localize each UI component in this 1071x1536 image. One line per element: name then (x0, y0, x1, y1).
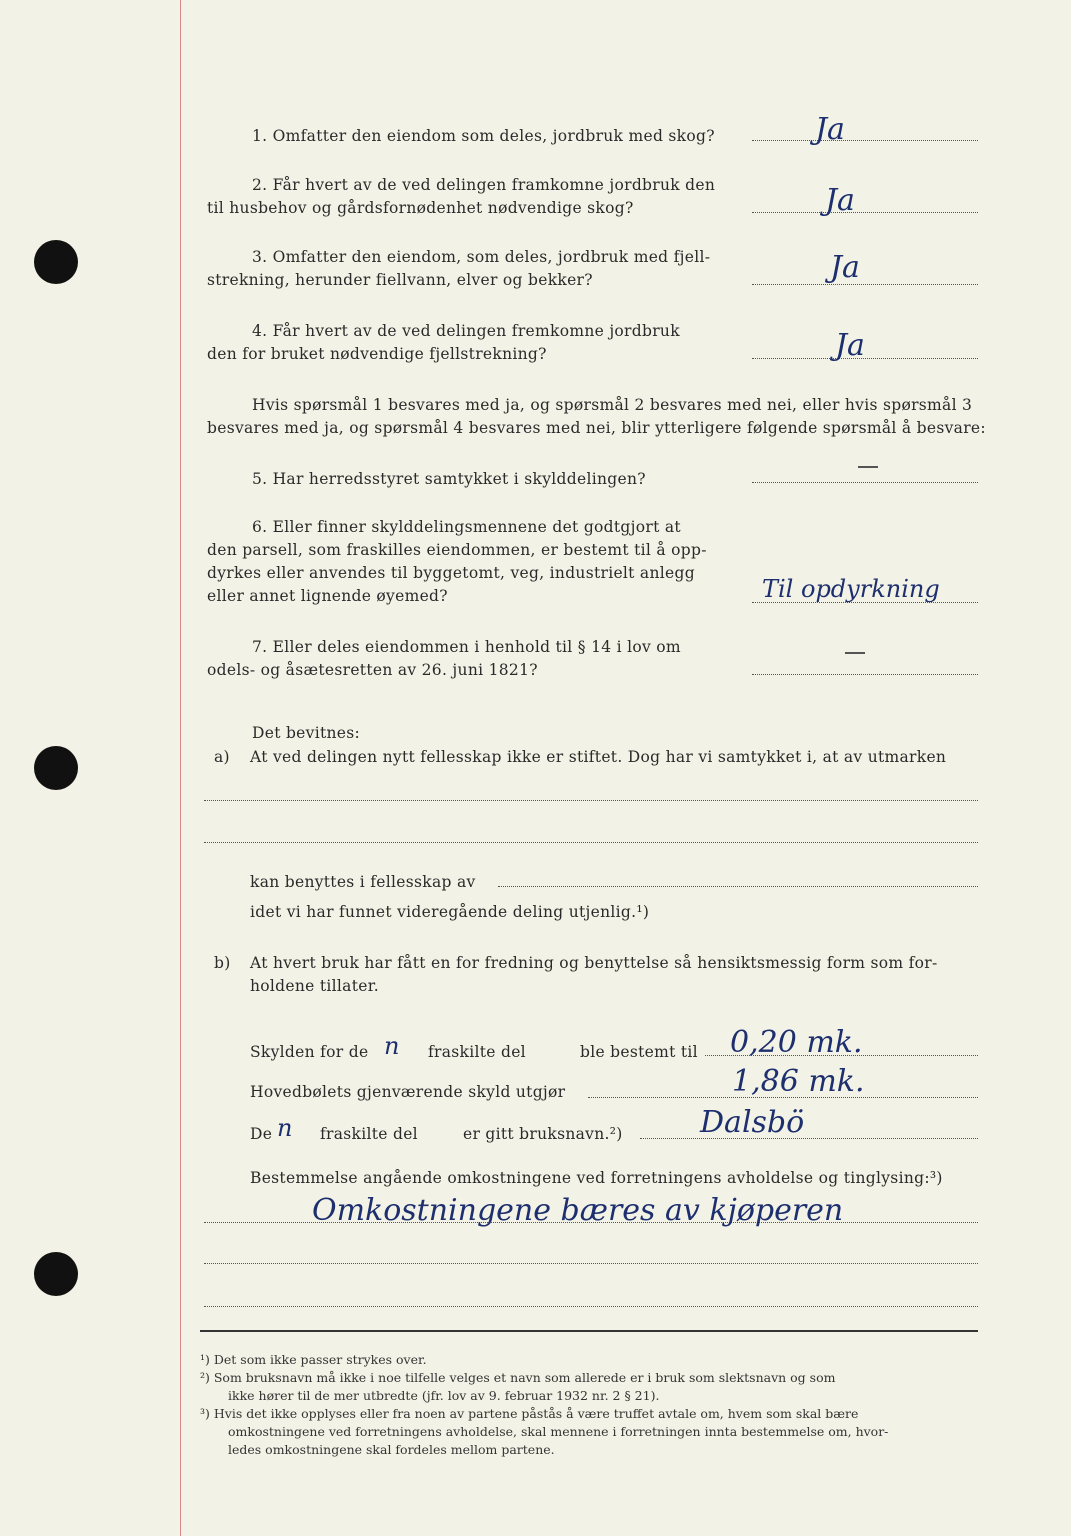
answer-7-dash (845, 652, 865, 654)
answer-line-3 (752, 284, 978, 285)
footnote-3-line3: ledes omkostningene skal fordeles mellom partene. (228, 1442, 555, 1457)
name-line (640, 1138, 978, 1139)
question-1: 1. Omfatter den eiendom som deles, jordbruk med skog? (252, 127, 715, 145)
name-suffix: er gitt bruksnavn.²) (463, 1125, 623, 1143)
name-prefix: De (250, 1125, 273, 1143)
witness-a-label: a) (214, 748, 230, 766)
answer-line-5 (752, 482, 978, 483)
name-insert: n (277, 1114, 293, 1142)
skyld-mid: fraskilte del (428, 1043, 526, 1061)
blank-line (204, 800, 978, 801)
answer-line-4 (752, 358, 978, 359)
question-3-line2: strekning, herunder fiellvann, elver og bekker? (207, 271, 593, 289)
condition-line2: besvares med ja, og spørsmål 4 besvares med nei, blir ytterligere følgende spørsmål å besvare: (207, 419, 986, 437)
skyld-suffix: ble bestemt til (580, 1043, 698, 1061)
witness-b-line2: holdene tillater. (250, 977, 379, 995)
shared-use-label: kan benyttes i fellesskap av (250, 873, 476, 891)
witness-b-label: b) (214, 954, 231, 972)
skyld-prefix: Skylden for de (250, 1043, 369, 1061)
condition-line1: Hvis spørsmål 1 besvares med ja, og spørsmål 2 besvares med nei, eller hvis spørsmål 3 (252, 396, 973, 414)
footnote-1: ¹) Det som ikke passer strykes over. (200, 1352, 427, 1367)
footnote-2-line2: ikke hører til de mer utbredte (jfr. lov av 9. februar 1932 nr. 2 § 21). (228, 1388, 660, 1403)
margin-line (180, 0, 181, 1536)
footnote-3-line1: ³) Hvis det ikke opplyses eller fra noen av partene påstås å være truffet avtale om, hvem som skal bære (200, 1406, 859, 1421)
question-5: 5. Har herredsstyret samtykket i skylddelingen? (252, 470, 646, 488)
witness-heading: Det bevitnes: (252, 724, 361, 742)
shared-use-line (498, 886, 978, 887)
skyld-value: 0,20 mk. (730, 1025, 863, 1060)
skyld-insert: n (384, 1032, 400, 1060)
answer-3: Ja (830, 250, 860, 285)
answer-1: Ja (815, 112, 845, 147)
answer-line-1 (752, 140, 978, 141)
answer-5-dash (858, 466, 878, 468)
answer-6: Til opdyrkning (762, 575, 940, 603)
blank-line (204, 1263, 978, 1264)
blank-line (204, 842, 978, 843)
question-4-line2: den for bruket nødvendige fjellstrekning? (207, 345, 547, 363)
footnote-rule (200, 1330, 978, 1332)
punch-hole (34, 746, 78, 790)
footnote-3-line2: omkostningene ved forretningens avholdelse, skal mennene i forretningen innta bestemmelse om, hvor- (228, 1424, 889, 1439)
witness-b-line1: At hvert bruk har fått en for fredning og benyttelse så hensiktsmessig form som for- (250, 954, 938, 972)
question-6-line4: eller annet lignende øyemed? (207, 587, 448, 605)
question-6-line3: dyrkes eller anvendes til byggetomt, veg, industrielt anlegg (207, 564, 695, 582)
question-4-line1: 4. Får hvert av de ved delingen fremkomne jordbruk (252, 322, 680, 340)
punch-hole (34, 240, 78, 284)
question-6-line2: den parsell, som fraskilles eiendommen, er bestemt til å opp- (207, 541, 707, 559)
question-7-line1: 7. Eller deles eiendommen i henhold til § 14 i lov om (252, 638, 681, 656)
punch-hole (34, 1252, 78, 1296)
question-7-line2: odels- og åsætesretten av 26. juni 1821? (207, 661, 538, 679)
footnote-2-line1: ²) Som bruksnavn må ikke i noe tilfelle velges et navn som allerede er i bruk som slektsnavn og som (200, 1370, 836, 1385)
question-6-line1: 6. Eller finner skylddelingsmennene det godtgjort at (252, 518, 681, 536)
justified-text: idet vi har funnet videregående deling utjenlig.¹) (250, 903, 650, 921)
blank-line (204, 1306, 978, 1307)
question-2-line2: til husbehov og gårdsfornødenhet nødvendige skog? (207, 199, 634, 217)
costs-label: Bestemmelse angående omkostningene ved forretningens avholdelse og tinglysing:³) (250, 1169, 943, 1187)
answer-line-2 (752, 212, 978, 213)
witness-a-text: At ved delingen nytt fellesskap ikke er stiftet. Dog har vi samtykket i, at av utmarken (250, 748, 947, 766)
answer-line-7 (752, 674, 978, 675)
answer-2: Ja (825, 183, 855, 218)
question-3-line1: 3. Omfatter den eiendom, som deles, jordbruk med fjell- (252, 248, 711, 266)
name-value: Dalsbö (700, 1105, 805, 1140)
costs-value: Omkostningene bæres av kjøperen (312, 1193, 844, 1228)
main-label: Hovedbølets gjenværende skyld utgjør (250, 1083, 566, 1101)
answer-4: Ja (835, 328, 865, 363)
question-2-line1: 2. Får hvert av de ved delingen framkomne jordbruk den (252, 176, 716, 194)
main-value: 1,86 mk. (732, 1064, 865, 1099)
name-mid: fraskilte del (320, 1125, 418, 1143)
